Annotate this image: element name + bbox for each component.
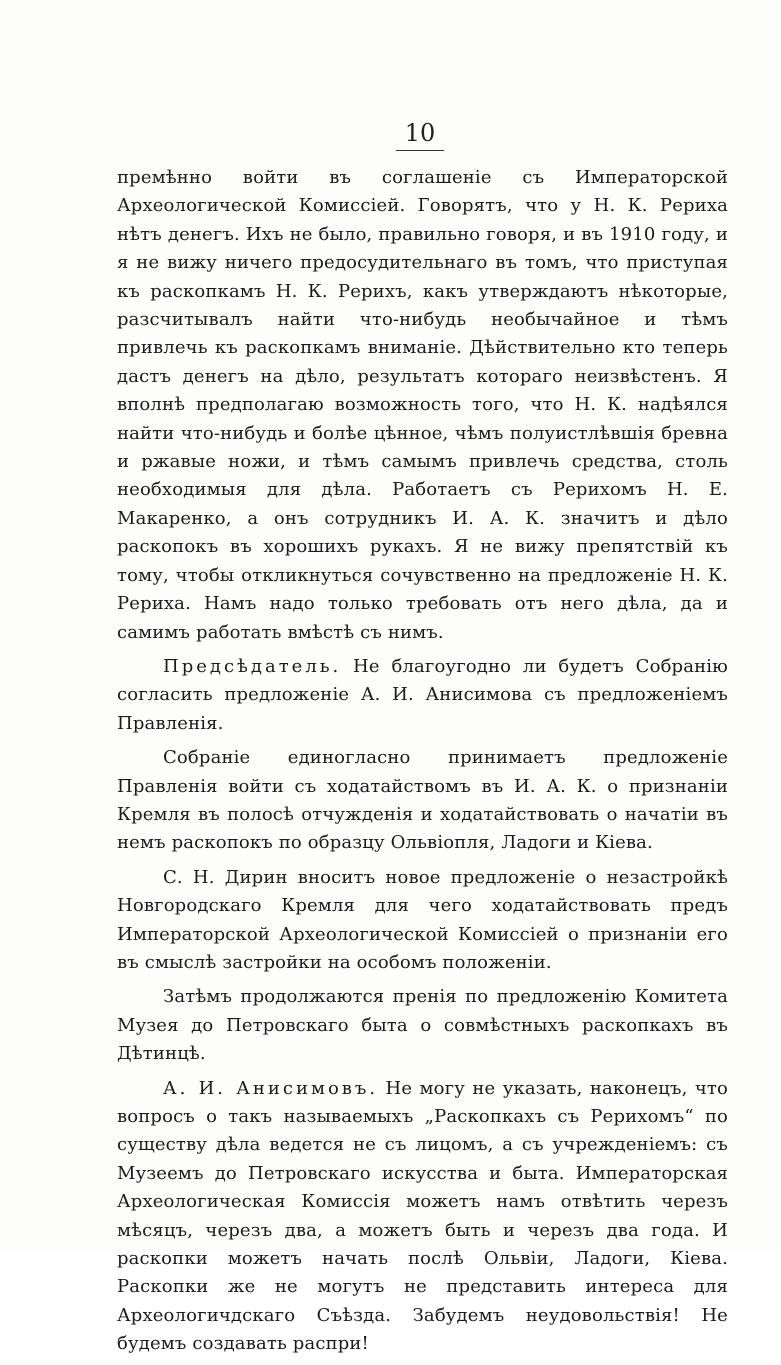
paragraph-dirin-proposal	[117, 864, 728, 978]
paragraph-text: С. Н. Дирин вноситъ новое предложеніе о незастройкѣ Новгородскаго Кремля для чего ходатайствовать предъ Императорской Археологической Комиссіей о признаніи его въ смыслѣ застройки на особомъ положеніи.	[117, 866, 728, 973]
page-number-underline	[396, 150, 444, 151]
speaker-name: Предсѣдатель.	[163, 655, 342, 677]
speaker-name: А. И. Анисимовъ.	[163, 1077, 379, 1099]
paragraph-text: Затѣмъ продолжаются пренія по предложенію Комитета Музея до Петровскаго быта о совмѣстныхъ раскопкахъ въ Дѣтинцѣ.	[117, 986, 728, 1065]
body-text	[117, 164, 728, 1365]
paragraph-text: Не могу не указать, наконецъ, что вопросъ о такъ называемыхъ „Раскопкахъ съ Рерихомъ“ по существу дѣла ведется не съ лицомъ, а съ учрежденіемъ: съ Музеемъ до Петровскаго искусства и быта. Императорская Археологическая Комиссія можетъ намъ отвѣтить черезъ мѣсяцъ, черезъ два, а можетъ быть и черезъ два года. И раскопки можетъ начать послѣ Ольвіи, Ладоги, Кіева. Раскопки же не могутъ не представить интереса для Археологичдскаго Съѣзда. Забудемъ неудовольствія! Не будемъ создавать распри!	[117, 1077, 728, 1355]
paragraph-anisimov	[117, 1075, 728, 1359]
paragraph-chairman	[117, 653, 728, 738]
paragraph-text: Собраніе единогласно принимаетъ предложеніе Правленія войти съ ходатайствомъ въ И. А. К. о признаніи Кремля въ полосѣ отчужденія и ходатайствовать о начатіи въ немъ раскопокъ по образцу Ольвіопля, Ладоги и Кіева.	[117, 747, 728, 854]
paragraph-debate	[117, 983, 728, 1068]
paragraph-continuation	[117, 164, 728, 647]
paragraph-text: премѣнно войти въ соглашеніе съ Императорской Археологической Комиссіей. Говорятъ, что у Н. К. Рериха нѣтъ денегъ. Ихъ не было, правильно говоря, и въ 1910 году, и я не вижу ничего предосудительнаго въ томъ, что приступая къ раскопкамъ Н. К. Рерихъ, какъ утверждаютъ нѣкоторые, разсчитывалъ найти что-нибудь необычайное и тѣмъ привлечь къ раскопкамъ вниманіе. Дѣйствительно кто теперь дастъ денегъ на дѣло, результатъ котораго неизвѣстенъ. Я вполнѣ предполагаю возможность того, что Н. К. надѣялся найти что-нибудь и болѣе цѣнное, чѣмъ полуистлѣвшія бревна и ржавые ножи, и тѣмъ самымъ привлечь средства, столь необходимыя для дѣла. Работаетъ съ Рерихомъ Н. Е. Макаренко, а онъ сотрудникъ И. А. К. значитъ и дѣло раскопокъ въ хорошихъ рукахъ. Я не вижу препятствій къ тому, чтобы откликнуться сочувственно на предложеніе Н. К. Рериха. Намъ надо только требовать отъ него дѣла, да и самимъ работать вмѣстѣ съ нимъ.	[117, 167, 728, 643]
paragraph-resolution	[117, 744, 728, 858]
paragraph-text: Не благоугодно ли будетъ Собранію согласить предложеніе А. И. Анисимова съ предложеніемъ Правленія.	[117, 655, 728, 734]
page-number: 10	[404, 119, 436, 147]
